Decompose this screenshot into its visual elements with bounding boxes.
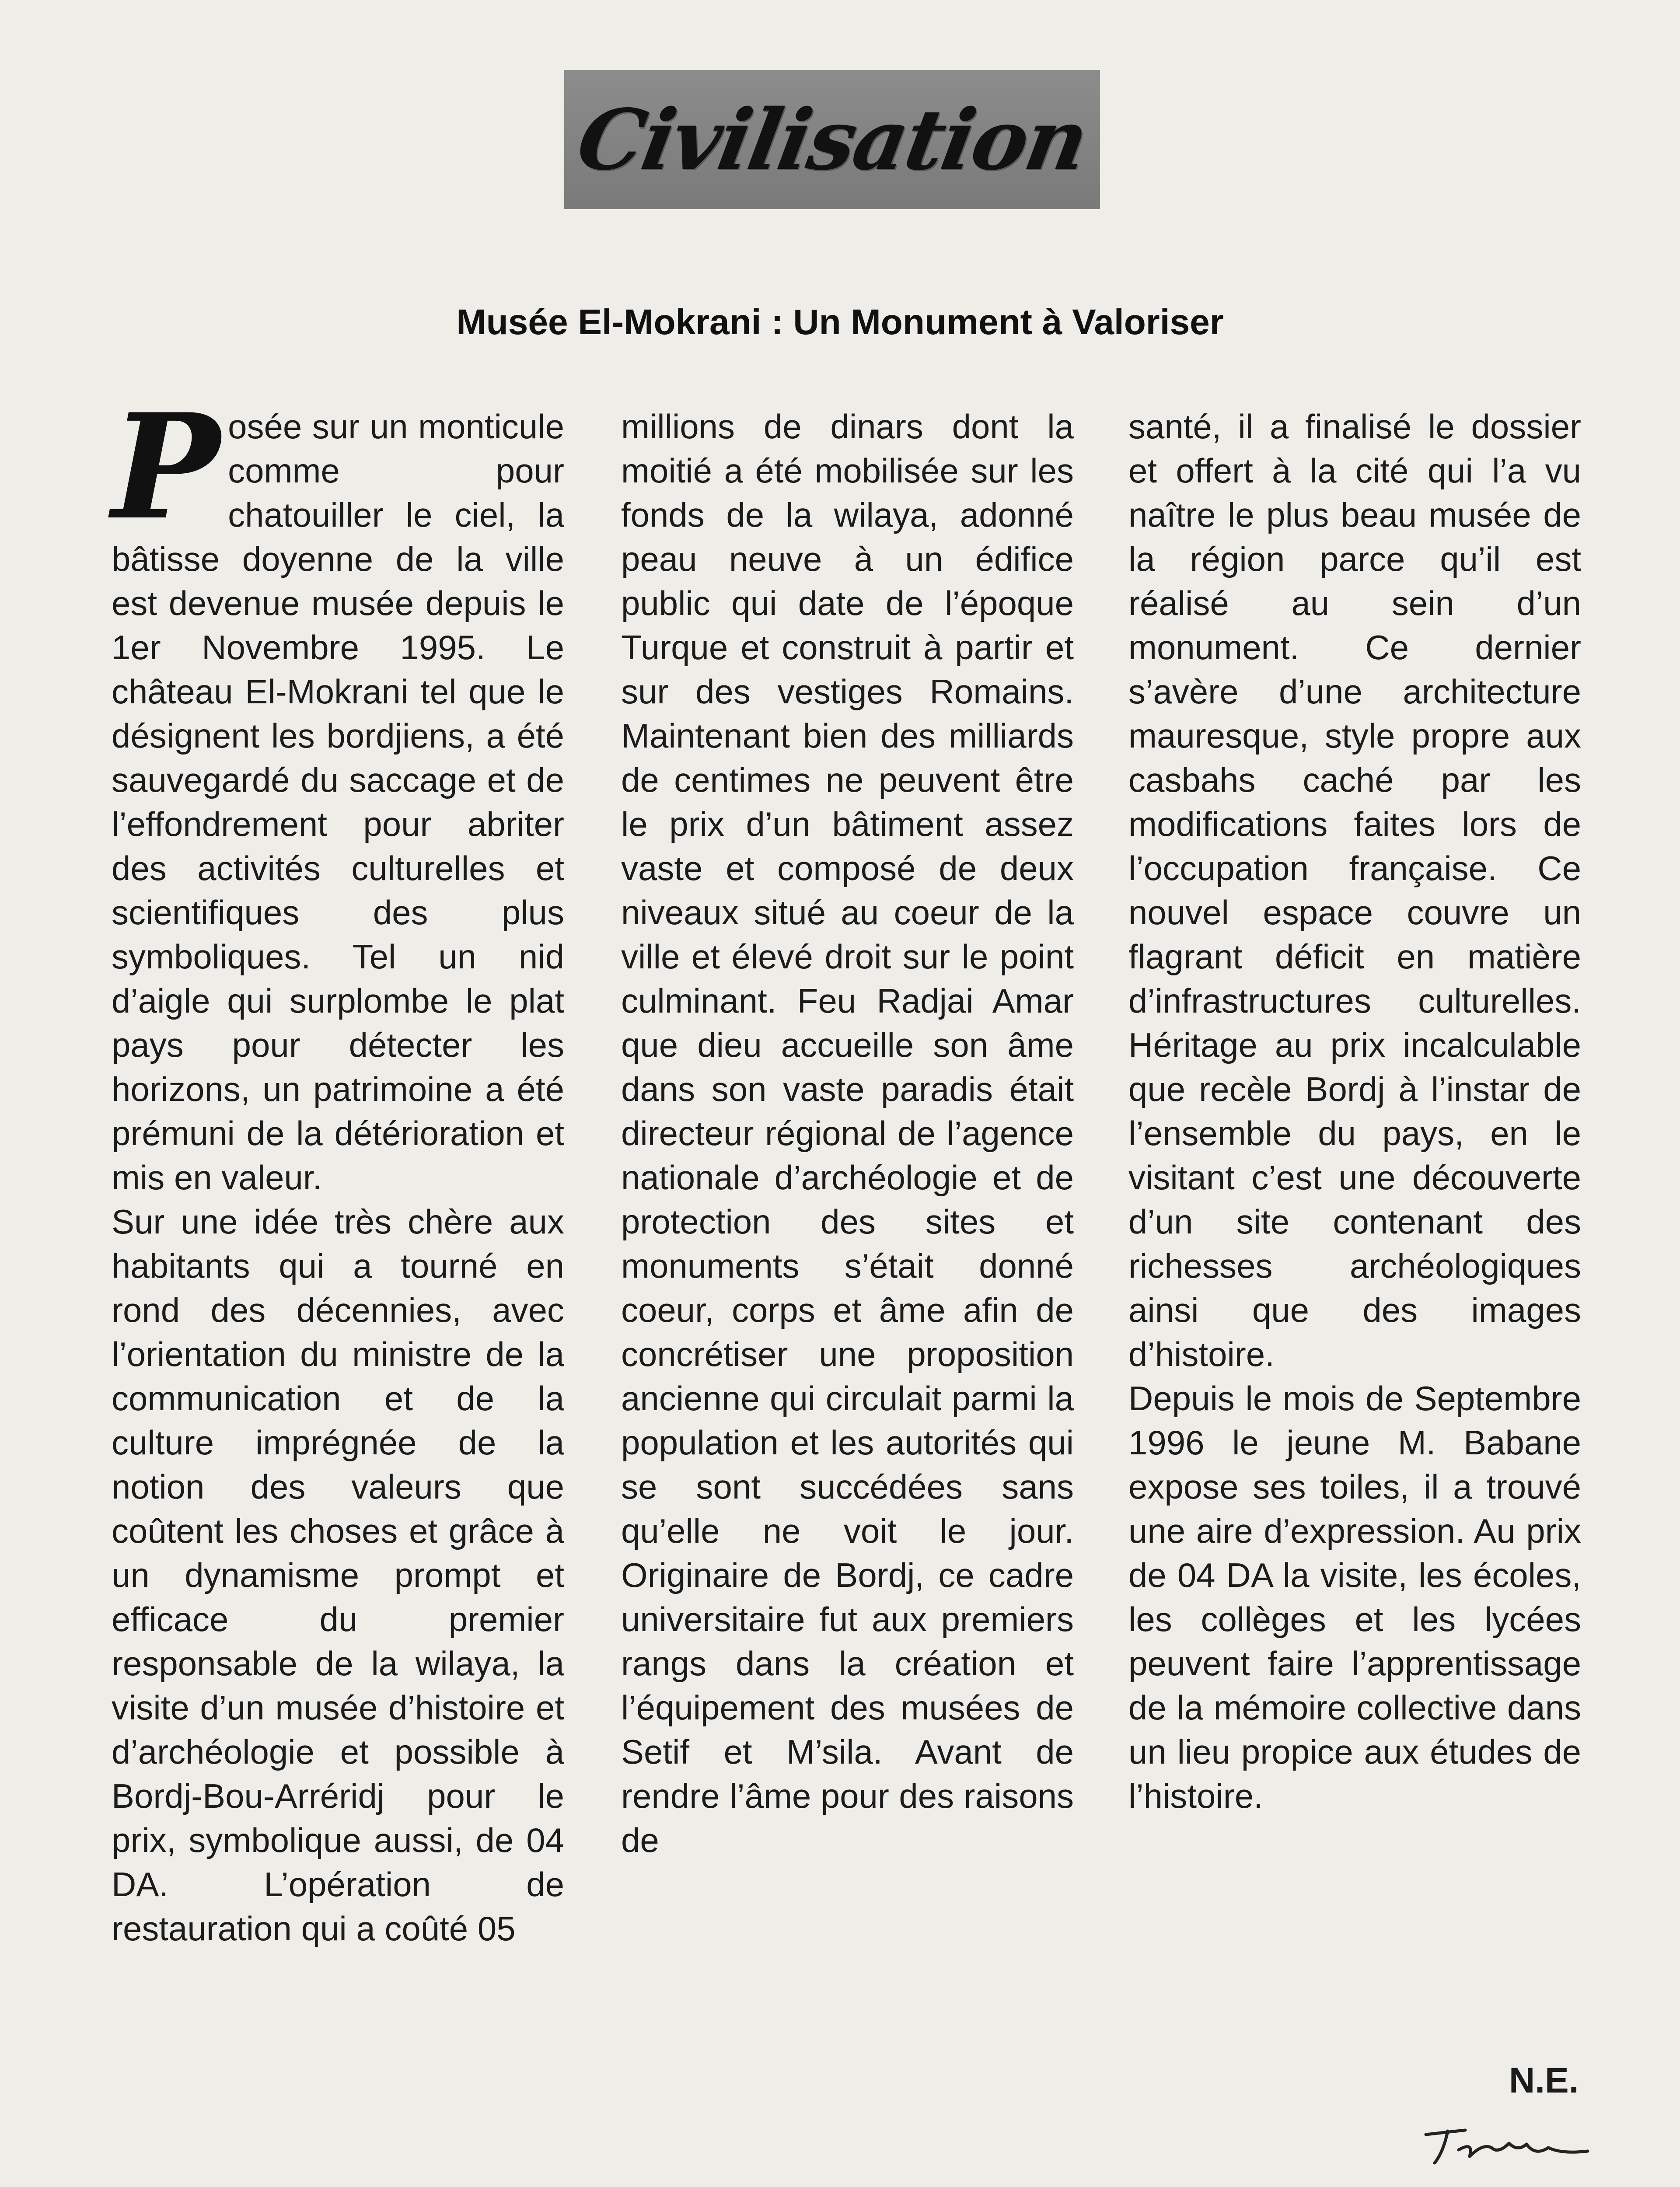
article-paragraph: millions de dinars dont la moitié a été mobilisée sur les fonds de la wilaya, adonné peau neuve à un édifice public qui date de l’époque Turque et construit à partir et sur des vestiges Romains. Maintenant bien des milliards de centimes ne peuvent être le prix d’un bâtiment assez vaste et composé de deux niveaux situé au coeur de la ville et élevé droit sur le point culminant. Feu Radjai Amar que dieu accueille son âme dans son vaste paradis était directeur régional de l’agence nationale d’archéologie et de protection des sites et monuments s’était donné coeur, corps et âme afin de concrétiser une proposition ancienne qui circulait parmi la population et les autorités qui se sont succédées sans qu’elle ne voit le jour. Originaire de Bordj, ce cadre universitaire fut aux premiers rangs dans la création et l’équipement des musées de Setif et M’sila. Avant de rendre l’âme pour des raisons de [621, 407, 1074, 1859]
handwritten-signature-icon [1417, 2117, 1592, 2170]
article-column-3 [1128, 405, 1581, 1818]
section-rubric-label: Civilisation [570, 91, 1094, 189]
article-column-1 [112, 382, 564, 1951]
article-paragraph [112, 382, 564, 1200]
paragraph-text: osée sur un monticule comme pour chatouiller le ciel, la bâtisse doyenne de la ville est devenue musée depuis le 1er Novembre 1995. Le château El-Mokrani tel que le désignent les bordjiens, a été sauvegardé du saccage et de l’effondrement pour abriter des activités culturelles et scientifiques des plus symboliques. Tel un nid d’aigle qui surplombe le plat pays pour détecter les horizons, un patrimoine a été prémuni de la détérioration et mis en valeur. [112, 407, 564, 1197]
section-rubric-banner [564, 70, 1100, 209]
drop-cap: P [112, 382, 220, 552]
article-paragraph: santé, il a finalisé le dossier et offert à la cité qui l’a vu naître le plus beau musée de la région parce qu’il est réalisé au sein d’un monument. Ce dernier s’avère d’une architecture mauresque, style propre aux casbahs caché par les modifications faites lors de l’occupation française. Ce nouvel espace couvre un flagrant déficit en matière d’infrastructures culturelles. Héritage au prix incalculable que recèle Bordj à l’instar de l’ensemble du pays, en le visitant c’est une découverte d’un site contenant des richesses archéologiques ainsi que des images d’histoire. [1128, 407, 1581, 1373]
article-paragraph: Depuis le mois de Septembre 1996 le jeune M. Babane expose ses toiles, il a trouvé une aire d’expression. Au prix de 04 DA la visite, les écoles, les collèges et les lycées peuvent faire l’apprentissage de la mémoire collective dans un lieu propice aux études de l’histoire. [1128, 1379, 1581, 1815]
article-column-2 [621, 405, 1074, 1862]
author-initials: N.E. [1509, 2061, 1579, 2100]
article-paragraph: Sur une idée très chère aux habitants qui a tourné en rond des décennies, avec l’orientation du ministre de la communication et de la culture imprégnée de la notion des valeurs que coûtent les choses et grâce à un dynamisme prompt et efficace du premier responsable de la wilaya, la visite d’un musée d’histoire et d’archéologie et possible à Bordj-Bou-Arréridj pour le prix, symbolique aussi, de 04 DA. L’opération de restauration qui a coûté 05 [112, 1202, 564, 1948]
article-title: Musée El-Mokrani : Un Monument à Valoriser [456, 302, 1224, 342]
